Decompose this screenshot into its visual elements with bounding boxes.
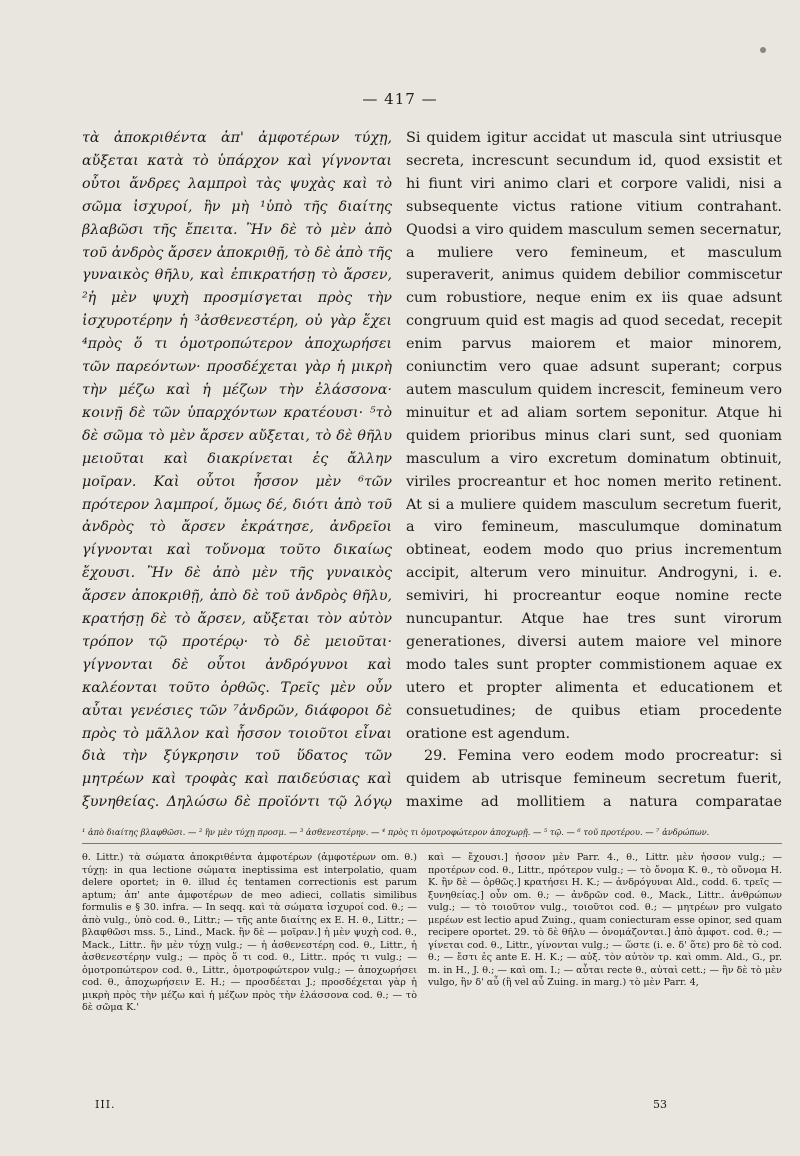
latin-column [406,127,782,813]
apparatus-left-text: θ. Littr.) τὰ σώματα ἀποκριθέντα ἀμφοτέρων (ἀμφοτέρων om. θ.) τύχῃ: in qua lectione σώματα ineptissima est interpolatio, quam delere oportet; in θ. illud ἐς tentamen correctionis est parum aptum; ἀπ' ante ἀμφοτέρων de meo adieci, collatis similibus formulis e § 30. infra. — In seqq. καὶ τὰ σώματα ἰσχυροί cod. θ.; — ἀπὸ vulg., ὑπὸ cod. θ., Littr.; — τῆς ante διαίτης ex E. H. θ., Littr.; — βλαφθῶσι mss. 5., Lind., Mack. ἢν δὲ — μοῖραν.] ἡ μὲν ψυχὴ cod. θ., Mack., Littr.. ἣν μὲν τύχῃ vulg.; — ἡ ἀσθενεστέρη cod. θ., Littr., ἡ ἀσθενεστέρην vulg.; — πρὸς ὅ τι cod. θ., Littr.. πρός τι vulg.; — ὁμοτροπώτερον cod. θ., Littr., ὁμοτροφώτερον vulg.; — ἀποχωρήσει cod. θ., ἀποχωρήσειν E. H.; — προσδέεται J.; προσδέχεται γὰρ ἡ μικρὴ πρὸς τὴν μέζω καὶ ἡ μέζων πρὸς τὴν ἐλάσσονα cod. θ.; — τὸ δὲ σῶμα K.' [82,852,417,1013]
apparatus-divider [82,843,782,844]
latin-paragraph-1: Si quidem igitur accidat ut mascula sint utriusque secreta, increscunt secundum id, quod exsistit et hi fiunt viri animo clari et corpore validi, nisi a subsequente victus ratione vitium contrahant. Quodsi a viro quidem masculum semen secernatur, a muliere vero femineum, et masculum superaverit, animus quidem debilior commiscetur cum robustiore, neque enim ex iis quae adsunt congruum quid est magis ad quod secedat, recepit enim parvus maiorem et maior minorem, coniunctim vero quae adsunt superant; corpus autem masculum quidem increscit, femineum vero minuitur et ad aliam sortem seponitur. Atque hi quidem prioribus minus clari sunt, sed quoniam masculum a viro excretum dominatum obtinuit, viriles procreantur et hoc nomen merito retinent. At si a muliere quidem masculum secretum fuerit, a viro femineum, masculumque dominatum obtineat, eodem modo quo prius incrementum accipit, alterum vero minuitur. Androgyni, i. e. semiviri, hi procreantur eoque nomine recte nuncupantur. Atque hae tres sunt virorum generationes, diversi autem maiore vel minore modo tales sunt propter commistionem aquae ex utero et propter alimenta et educationem et consuetudines; de quibus etiam procedente oratione est agendum. [406,130,782,742]
footnotes-line: ¹ ἀπὸ διαίτης βλαφθῶσι. — ² ἣν μὲν τύχῃ προσμ. — ³ ἀσθενεστέρην. — ⁴ πρὸς τι ὁμοτροφώτερον ἀποχωρῇ. — ⁵ τῷ. — ⁶ τοῦ προτέρου. — ⁷ ἀνδρώπων. [82,827,710,837]
ink-spot [760,47,766,53]
apparatus-right [428,852,782,1097]
greek-column [82,127,392,813]
page-number: — 417 — [362,90,438,108]
apparatus-left [82,852,417,1097]
apparatus-right-text: καὶ — ἔχουσι.] ἧσσον μὲν Parr. 4., θ., Littr. μὲν ἧσσον vulg.; — προτέρων cod. θ., Littr., πρότερον vulg.; — τὸ ὄνομα K. θ., τὸ οὔνομα H. K. ἢν δὲ — ὀρθῶς.] κρατήσει H. K.; — ἀνδρόγυναι Ald., codd. 6. τρεῖς — ξυνηθείας.] οὖν om. θ.; — ἀνδρῶν cod. θ., Mack., Littr.. ἀνθρώπων vulg.; — τὸ τοιοῦτον vulg., τοιοῦτοι cod. θ.; — μητρέων pro vulgato μερέων est lectio apud Zuing., quam coniecturam esse opinor, sed quam recipere oportet. 29. τὸ δὲ θῆλυ — ὀνομάζονται.] ἀπὸ ἀμφοτ. cod. θ.; — γίνεται cod. θ., Littr., γίνονται vulg.; — ὥστε (i. e. δ' ὅτε) pro δὲ τὸ cod. θ.; — ἔστι ἐς ante E. H. K.; — αὐξ. τὸν αὐτὸν τρ. καὶ omm. Ald., G., pr. m. in H., J. θ.; — καὶ om. I.; — αὗται recte θ., αὐταὶ cett.; — ἢν δὲ τὸ μὲν vulgo, ἢν δ' αὖ (ἢ vel αὖ Zuing. in marg.) τὸ μὲν Parr. 4, [428,852,782,988]
greek-text: τὰ ἀποκριθέντα ἀπ' ἀμφοτέρων τύχῃ, αὔξεται κατὰ τὸ ὑπάρχον καὶ γίγνονται οὗτοι ἄνδρες λαμπροὶ τὰς ψυχὰς καὶ τὸ σῶμα ἰσχυροί, ἢν μὴ ¹ὑπὸ τῆς διαίτης βλαβῶσι τῆς ἔπειτα. Ἢν δὲ τὸ μὲν ἀπὸ τοῦ ἀνδρὸς ἄρσεν ἀποκριθῇ, τὸ δὲ ἀπὸ τῆς γυναικὸς θῆλυ, καὶ ἐπικρατήσῃ τὸ ἄρσεν, ²ἡ μὲν ψυχὴ προσμίσγεται πρὸς τὴν ἰσχυροτέρην ἡ ³ἀσθενεστέρη, οὐ γὰρ ἔχει ⁴πρὸς ὅ τι ὁμοτροπώτερον ἀποχωρήσει τῶν παρεόντων· προσδέχεται γὰρ ἡ μικρὴ τὴν μέζω καὶ ἡ μέζων τὴν ἐλάσσονα· κοινῇ δὲ τῶν ὑπαρχόντων κρατέουσι· ⁵τὸ δὲ σῶμα τὸ μὲν ἄρσεν αὔξεται, τὸ δὲ θῆλυ μειοῦται καὶ διακρίνεται ἐς ἄλλην μοῖραν. Καὶ οὗτοι ἧσσον μὲν ⁶τῶν πρότερον λαμπροί, ὅμως δέ, διότι ἀπὸ τοῦ ἀνδρὸς τὸ ἄρσεν ἐκράτησε, ἀνδρεῖοι γίγνονται καὶ τοὔνομα τοῦτο δικαίως ἔχουσι. Ἢν δὲ ἀπὸ μὲν τῆς γυναικὸς ἄρσεν ἀποκριθῇ, ἀπὸ δὲ τοῦ ἀνδρὸς θῆλυ, κρατήσῃ δὲ τὸ ἄρσεν, αὔξεται τὸν αὐτὸν τρόπον τῷ προτέρῳ· τὸ δὲ μειοῦται· γίγνονται δὲ οὗτοι ἀνδρόγυνοι καὶ καλέονται τοῦτο ὀρθῶς. Τρεῖς μὲν οὖν αὗται γενέσιες τῶν ⁷ἀνδρῶν, διάφοροι δὲ πρὸς τὸ μᾶλλον καὶ ἧσσον τοιοῦτοι εἶναι διὰ τὴν ξύγκρησιν τοῦ ὕδατος τῶν μητρέων καὶ τροφὰς καὶ παιδεύσιας καὶ ξυνηθείας. Δηλώσω δὲ προϊόντι τῷ λόγῳ [82,130,392,811]
signature-volume: III. [95,1098,116,1111]
signature-sheet: 53 [653,1098,667,1111]
latin-paragraph-2: 29. Femina vero eodem modo procreatur: si quidem ab utrisque femineum secretum fuerit, maxime ad mollitiem a natura comparatae [406,748,782,811]
